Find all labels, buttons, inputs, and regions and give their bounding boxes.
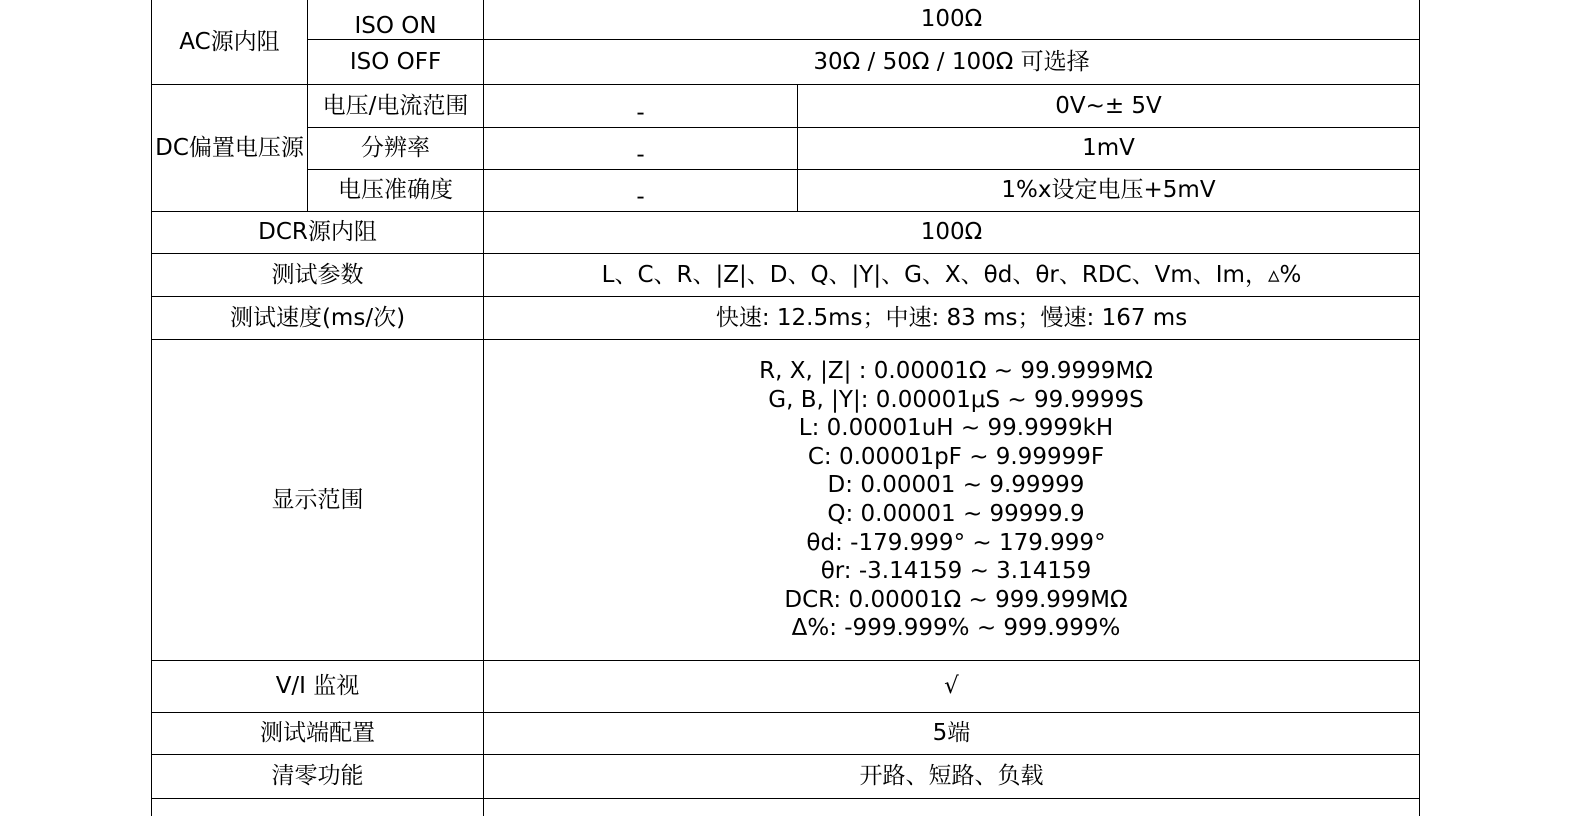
iso-off-value: 30Ω / 50Ω / 100Ω 可选择 — [813, 48, 1090, 75]
terminal-config-label: 测试端配置 — [260, 720, 375, 746]
dc-range-value: 0V~± 5V — [1055, 92, 1162, 119]
row-divider — [151, 798, 1420, 799]
dc-range-mid: - — [636, 100, 645, 126]
dcr-source-value: 100Ω — [920, 219, 983, 245]
ac-source-label: AC源内阻 — [179, 28, 280, 55]
test-params-label: 测试参数 — [271, 261, 364, 288]
dc-accuracy-label: 电压准确度 — [338, 177, 453, 203]
dc-accuracy-value: 1%x设定电压+5mV — [1001, 177, 1216, 203]
iso-on-label: ISO ON — [354, 12, 437, 39]
zeroing-value: 开路、短路、负载 — [859, 763, 1044, 789]
dc-resolution-mid: - — [636, 142, 645, 168]
range-line-theta-d: θd: -179.999° ~ 179.999° — [806, 529, 1106, 556]
range-line-c: C: 0.00001pF ~ 9.99999F — [807, 443, 1105, 470]
test-speed-label: 测试速度(ms/次) — [229, 304, 406, 331]
dc-resolution-value: 1mV — [1082, 135, 1135, 161]
vi-monitor-value: √ — [944, 673, 959, 699]
range-line-gby: G, B, |Y|: 0.00001μS ~ 99.9999S — [768, 386, 1144, 413]
test-params-value: L、C、R、|Z|、D、Q、|Y|、G、X、θd、θr、RDC、Vm、Im，▵% — [601, 261, 1302, 288]
vi-monitor-label: V/I 监视 — [275, 673, 360, 699]
terminal-config-value: 5端 — [932, 720, 971, 746]
display-range-label: 显示范围 — [271, 486, 364, 513]
iso-off-label: ISO OFF — [349, 48, 442, 75]
range-line-l: L: 0.00001uH ~ 99.9999kH — [798, 415, 1114, 442]
dc-accuracy-mid: - — [636, 184, 645, 210]
range-line-rxz: R, X, |Z| : 0.00001Ω ~ 99.9999MΩ — [759, 358, 1153, 385]
range-line-delta: Δ%: -999.999% ~ 999.999% — [791, 615, 1121, 642]
test-speed-value: 快速: 12.5ms；中速: 83 ms；慢速: 167 ms — [715, 304, 1188, 331]
iso-on-value: 100Ω — [920, 6, 983, 32]
dc-resolution-label: 分辨率 — [361, 135, 430, 161]
range-line-theta-r: θr: -3.14159 ~ 3.14159 — [820, 558, 1092, 585]
display-range-list — [484, 340, 1420, 660]
range-line-q: Q: 0.00001 ~ 99999.9 — [827, 501, 1085, 527]
dcr-source-label: DCR源内阻 — [258, 219, 377, 245]
dc-range-label: 电压/电流范围 — [322, 92, 469, 119]
zeroing-label: 清零功能 — [271, 763, 364, 789]
dc-bias-label: DC偏置电压源 — [155, 134, 304, 161]
range-line-d: D: 0.00001 ~ 9.99999 — [827, 472, 1085, 499]
range-line-dcr: DCR: 0.00001Ω ~ 999.999MΩ — [784, 586, 1128, 613]
